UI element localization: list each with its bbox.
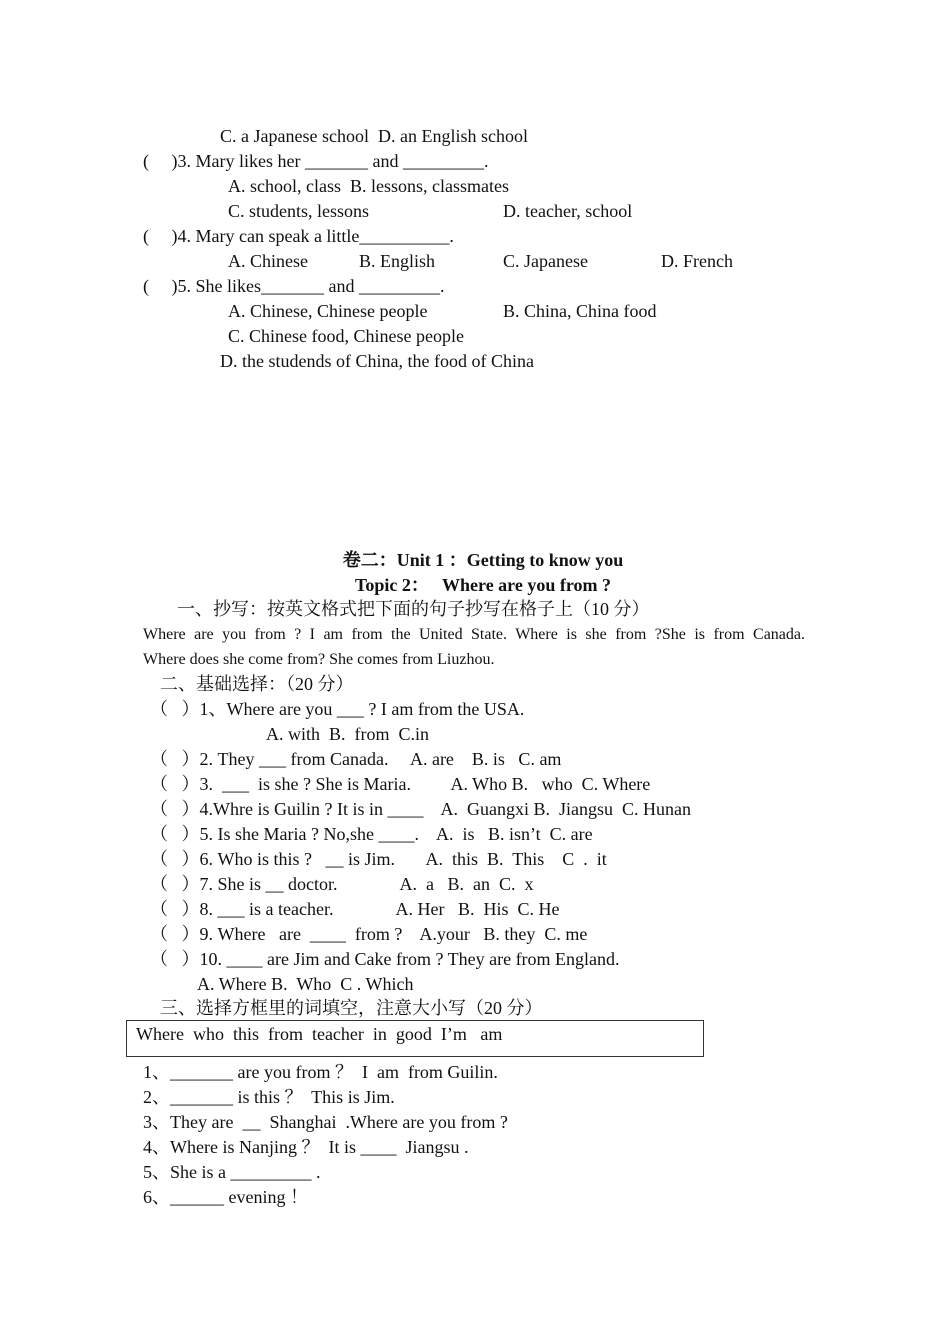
s2-question-1: （ ）1、Where are you ___ ? I am from the USA. xyxy=(150,699,525,719)
section1-heading: 一、抄写：按英文格式把下面的句子抄写在格子上（10 分） xyxy=(177,599,650,619)
s2-question-6: （ ）6. Who is this ? __ is Jim. A. this B. This C . it xyxy=(150,849,607,869)
s2-question-5: （ ）5. Is she Maria ? No,she ____. A. is B. isn’t C. are xyxy=(150,824,593,844)
page-subtitle: Topic 2： Where are you from ? xyxy=(355,575,611,595)
q2-options-cd: C. a Japanese school D. an English school xyxy=(220,126,528,146)
s3-blank-1: 1、_______ are you from ？ I am from Guilin. xyxy=(143,1062,498,1082)
s3-blank-2: 2、_______ is this ？ This is Jim. xyxy=(143,1087,395,1107)
q4-option-b: B. English xyxy=(359,251,436,271)
word-box-words: Where who this from teacher in good I’m am xyxy=(136,1024,503,1044)
s2-question-9: （ ）9. Where are ____ from ? A.your B. they C. me xyxy=(150,924,588,944)
copy-text-line1: Where are you from ? I am from the United State. Where is she from ?She is from Canada. xyxy=(143,626,805,643)
s2-question-2: （ ）2. They ___ from Canada. A. are B. is C. am xyxy=(150,749,562,769)
q3-option-d: D. teacher, school xyxy=(503,201,633,221)
q4-option-c: C. Japanese xyxy=(503,251,588,271)
s3-blank-5: 5、She is a _________ . xyxy=(143,1162,321,1182)
q5-option-b: B. China, China food xyxy=(503,301,657,321)
q5-option-d: D. the studends of China, the food of China xyxy=(220,351,534,371)
s3-blank-6: 6、______ evening ！ xyxy=(143,1187,308,1207)
s2-question-3: （ ）3. ___ is she ? She is Maria. A. Who B. who C. Where xyxy=(150,774,651,794)
page-title: 卷二：Unit 1 ：Getting to know you xyxy=(342,550,624,570)
q5-option-c: C. Chinese food, Chinese people xyxy=(228,326,464,346)
s2-question-8: （ ）8. ___ is a teacher. A. Her B. His C. He xyxy=(150,899,560,919)
q3-options-ab: A. school, class B. lessons, classmates xyxy=(228,176,509,196)
s2-question-7: （ ）7. She is __ doctor. A. a B. an C. x xyxy=(150,874,534,894)
s3-blank-3: 3、They are __ Shanghai .Where are you from ? xyxy=(143,1112,508,1132)
s2-question-10: （ ）10. ____ are Jim and Cake from ? They are from England. xyxy=(150,949,620,969)
q5-question: ( )5. She likes_______ and _________. xyxy=(143,276,445,296)
q4-option-d: D. French xyxy=(661,251,733,271)
q4-question: ( )4. Mary can speak a little__________. xyxy=(143,226,454,246)
s2-question-1-options: A. with B. from C.in xyxy=(266,724,430,744)
copy-text-line2: Where does she come from? She comes from Liuzhou. xyxy=(143,651,495,668)
s2-question-10-options: A. Where B. Who C . Which xyxy=(197,974,414,994)
q3-option-c: C. students, lessons xyxy=(228,201,370,221)
q5-option-a: A. Chinese, Chinese people xyxy=(228,301,428,321)
s2-question-4: （ ）4.Whre is Guilin ? It is in ____ A. Guangxi B. Jiangsu C. Hunan xyxy=(150,799,691,819)
section2-heading: 二、基础选择：（20 分） xyxy=(160,674,354,694)
q4-option-a: A. Chinese xyxy=(228,251,308,271)
section3-heading: 三、选择方框里的词填空，注意大小写（20 分） xyxy=(160,998,543,1018)
q3-question: ( )3. Mary likes her _______ and _________. xyxy=(143,151,489,171)
s3-blank-4: 4、Where is Nanjing ？ It is ____ Jiangsu . xyxy=(143,1137,469,1157)
